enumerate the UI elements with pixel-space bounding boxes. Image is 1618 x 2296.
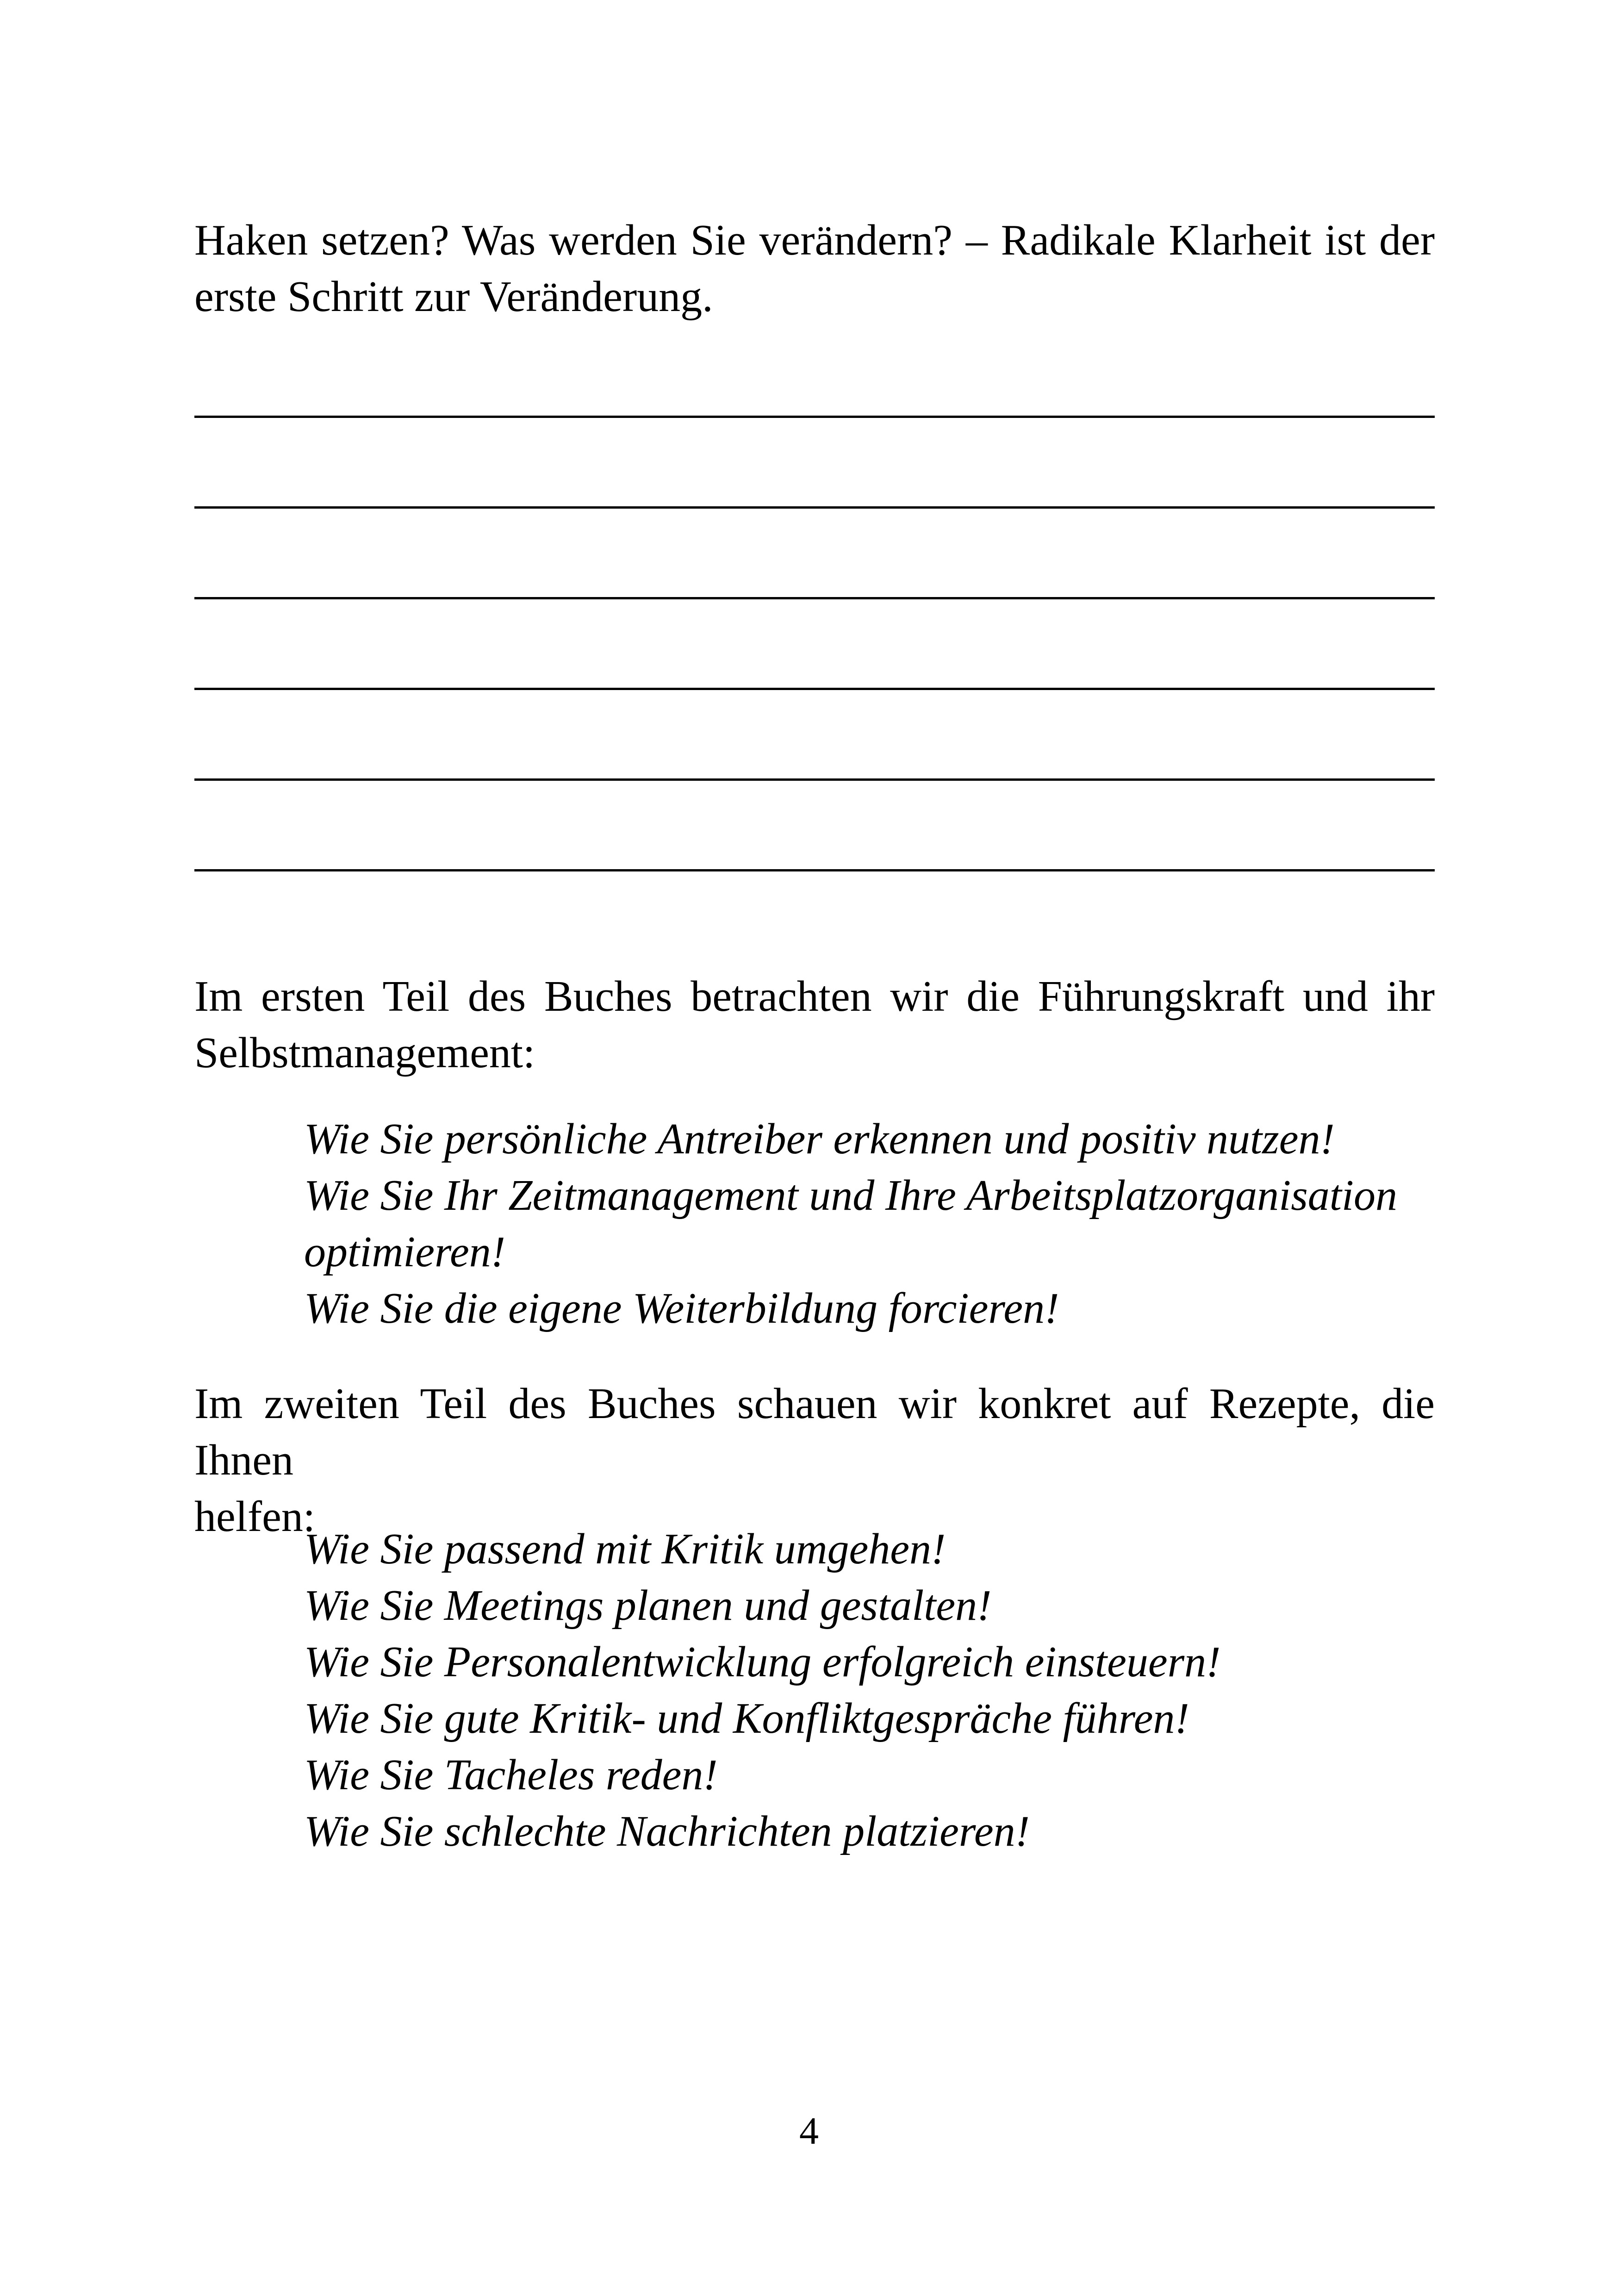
intro-line-1: Haken setzen? Was werden Sie verändern? – Radikale Klarheit ist der — [194, 216, 1435, 264]
list-item: Wie Sie schlechte Nachrichten platzieren! — [304, 1807, 1030, 1855]
answer-line-1[interactable] — [194, 416, 1435, 418]
intro-line-2: erste Schritt zur Veränderung. — [194, 273, 713, 321]
answer-line-5[interactable] — [194, 778, 1435, 781]
list-item: optimieren! — [304, 1228, 506, 1276]
list-item: Wie Sie persönliche Antreiber erkennen und positiv nutzen! — [304, 1115, 1335, 1163]
answer-line-3[interactable] — [194, 597, 1435, 599]
answer-line-2[interactable] — [194, 506, 1435, 509]
list-item: Wie Sie die eigene Weiterbildung forcieren! — [304, 1284, 1059, 1332]
list-item: Wie Sie gute Kritik- und Konfliktgespräche führen! — [304, 1694, 1189, 1742]
part-two-line-2: helfen: — [194, 1493, 315, 1541]
part-one-intro — [194, 968, 1435, 1081]
list-item: Wie Sie Ihr Zeitmanagement und Ihre Arbeitsplatzorganisation — [304, 1171, 1398, 1220]
part-one-list — [304, 1111, 1443, 1337]
list-item: Wie Sie Tacheles reden! — [304, 1751, 718, 1799]
page-number: 4 — [799, 2109, 819, 2153]
part-two-list — [304, 1521, 1443, 1860]
list-item: Wie Sie Personalentwicklung erfolgreich einsteuern! — [304, 1638, 1221, 1686]
answer-line-6[interactable] — [194, 869, 1435, 871]
part-one-line-2: Selbstmanagement: — [194, 1029, 535, 1077]
intro-paragraph — [194, 212, 1435, 325]
list-item: Wie Sie Meetings planen und gestalten! — [304, 1581, 992, 1630]
list-item: Wie Sie passend mit Kritik umgehen! — [304, 1525, 946, 1573]
part-two-intro — [194, 1375, 1435, 1545]
part-one-line-1: Im ersten Teil des Buches betrachten wir die Führungskraft und ihr — [194, 972, 1435, 1020]
answer-line-4[interactable] — [194, 688, 1435, 690]
part-two-line-1: Im zweiten Teil des Buches schauen wir konkret auf Rezepte, die Ihnen — [194, 1380, 1435, 1484]
